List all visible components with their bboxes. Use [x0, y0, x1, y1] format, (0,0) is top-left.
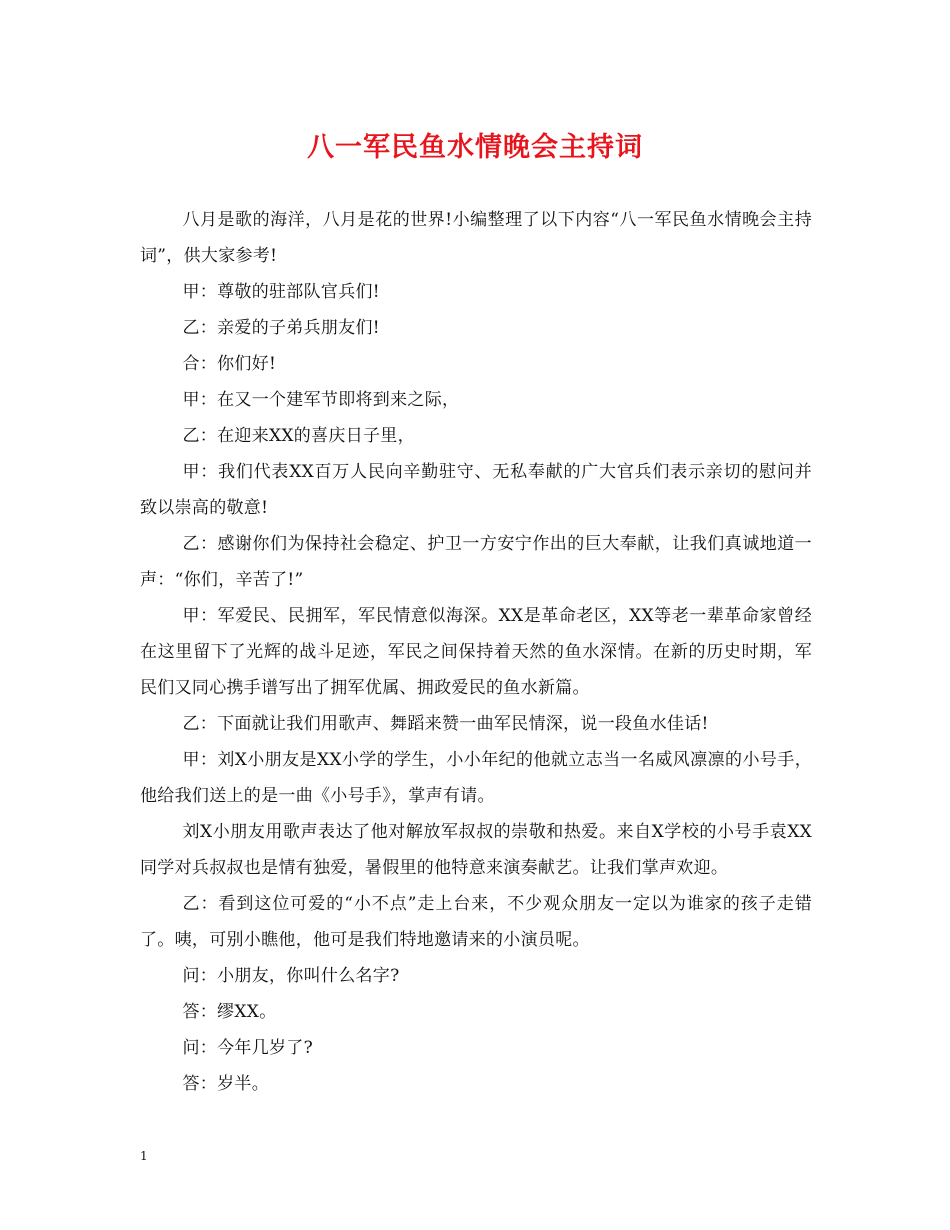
paragraph-host-a-history: 甲：军爱民、民拥军，军民情意似海深。XX是革命老区，XX等老一辈革命家曾经在这里留下了光辉的战斗足迹，军民之间保持着天然的鱼水深情。在新的历史时期，军民们又同心携手谱写出了拥军优属、拥政爱民的鱼水新篇。	[140, 606, 812, 698]
paragraph-host-a-trumpeter: 甲：刘X小朋友是XX小学的学生，小小年纪的他就立志当一名威风凛凛的小号手，他给我们送上的是一曲《小号手》，掌声有请。	[140, 750, 812, 806]
document-body	[140, 202, 812, 1102]
paragraph-host-a-greeting: 甲：尊敬的驻部队官兵们!	[182, 282, 380, 302]
paragraph-together-greeting: 合：你们好!	[182, 354, 277, 374]
paragraph-answer-age: 答：岁半。	[182, 1074, 269, 1094]
paragraph-answer-name: 答：缪XX。	[182, 1002, 277, 1022]
paragraph-question-age: 问：今年几岁了?	[182, 1038, 314, 1058]
paragraph-host-b-greeting: 乙：亲爱的子弟兵朋友们!	[182, 318, 380, 338]
paragraph-host-b-occasion: 乙：在迎来XX的喜庆日子里，	[182, 426, 415, 446]
paragraph-host-a-occasion: 甲：在又一个建军节即将到来之际，	[182, 390, 460, 410]
paragraph-host-b-little-one: 乙：看到这位可爱的“小不点”走上台来，不少观众朋友一定以为谁家的孩子走错了。咦，可别小瞧他，他可是我们特地邀请来的小演员呢。	[140, 894, 812, 950]
page-title: 八一军民鱼水情晚会主持词	[307, 132, 643, 163]
paragraph-host-a-salute: 甲：我们代表XX百万人民向辛勤驻守、无私奉献的广大官兵们表示亲切的慰问并致以崇高的敬意!	[140, 462, 812, 518]
paragraph-intro: 八月是歌的海洋，八月是花的世界!小编整理了以下内容“八一军民鱼水情晚会主持词”，供大家参考!	[140, 210, 812, 266]
paragraph-question-name: 问：小朋友，你叫什么名字?	[182, 966, 400, 986]
page-number: 1	[140, 1149, 148, 1163]
paragraph-host-b-thanks: 乙：感谢你们为保持社会稳定、护卫一方安宁作出的巨大奉献，让我们真诚地道一声：“你们，辛苦了!”	[140, 534, 812, 590]
paragraph-host-b-intro-show: 乙：下面就让我们用歌声、舞蹈来赞一曲军民情深，说一段鱼水佳话!	[182, 714, 709, 734]
paragraph-performance-note: 刘X小朋友用歌声表达了他对解放军叔叔的崇敬和热爱。来自X学校的小号手袁XX同学对兵叔叔也是情有独爱，暑假里的他特意来演奏献艺。让我们掌声欢迎。	[140, 822, 812, 878]
